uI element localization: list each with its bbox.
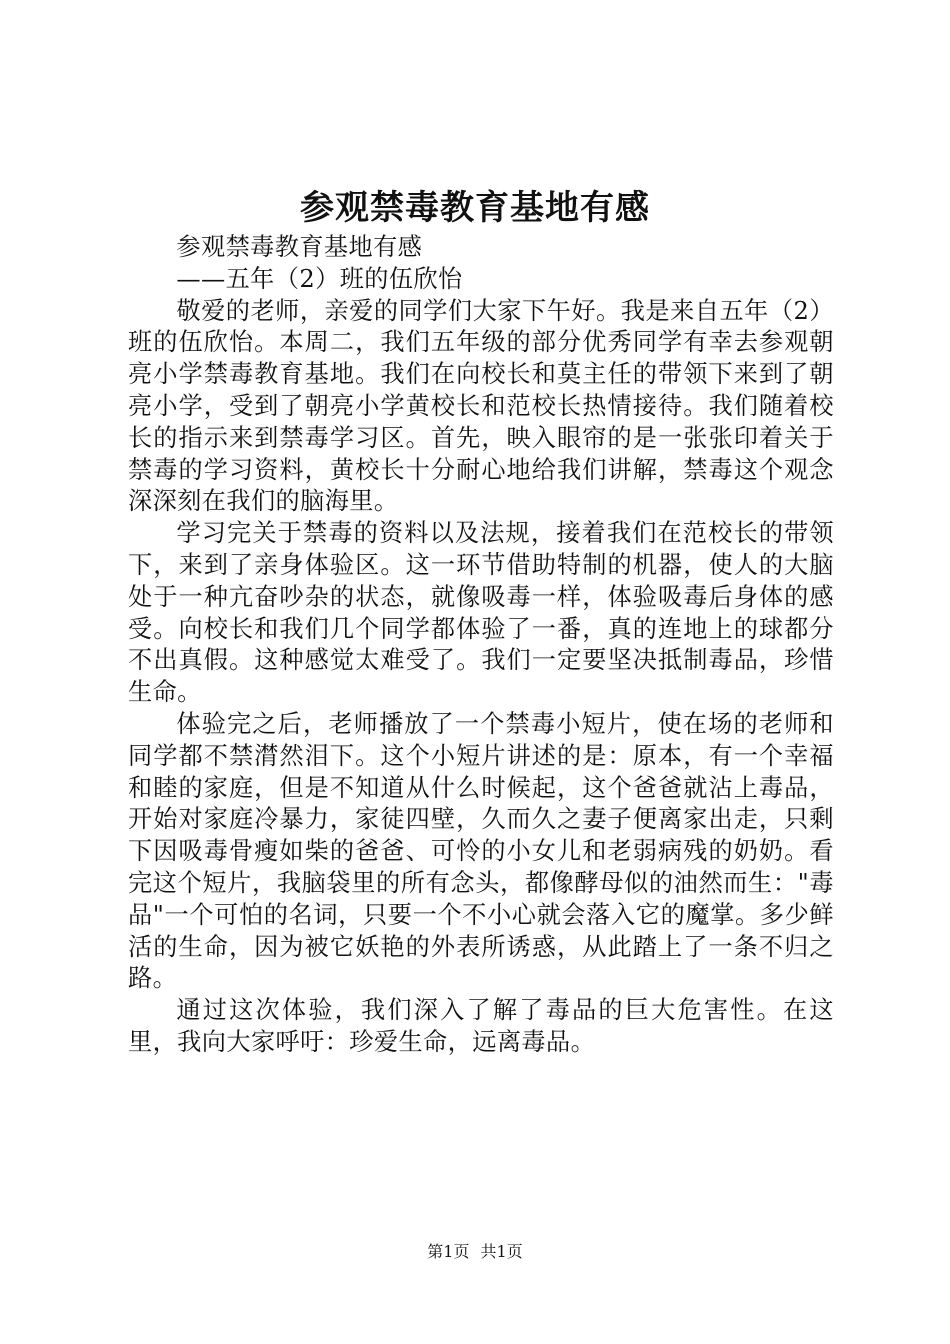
document-title: 参观禁毒教育基地有感	[300, 188, 650, 228]
subtitle-line: 参观禁毒教育基地有感	[176, 233, 423, 261]
document-body	[128, 232, 834, 1059]
author-line: ——五年（2）班的伍欣怡	[176, 264, 463, 293]
paragraph-2: 学习完关于禁毒的资料以及法规，接着我们在范校长的带领下，来到了亲身体验区。这一环节借助特制的机器，使人的大脑处于一种亢奋吵杂的状态，就像吸毒一样，体验吸毒后身体的感受。向校长和我们几个同学都体验了一番，真的连地上的球都分不出真假。这种感觉太难受了。我们一定要坚决抵制毒品，珍惜生命。	[128, 519, 834, 707]
paragraph-1: 敬爱的老师，亲爱的同学们大家下午好。我是来自五年（2）班的伍欣怡。本周二，我们五年级的部分优秀同学有幸去参观朝亮小学禁毒教育基地。我们在向校长和莫主任的带领下来到了朝亮小学，受到了朝亮小学黄校长和范校长热情接待。我们随着校长的指示来到禁毒学习区。首先，映入眼帘的是一张张印着关于禁毒的学习资料，黄校长十分耐心地给我们讲解，禁毒这个观念深深刻在我们的脑海里。	[128, 296, 834, 516]
page-number: 第1页	[427, 1242, 470, 1261]
paragraph-3: 体验完之后，老师播放了一个禁毒小短片，使在场的老师和同学都不禁潸然泪下。这个小短片讲述的是：原本，有一个幸福和睦的家庭，但是不知道从什么时候起，这个爸爸就沾上毒品，开始对家庭冷暴力，家徒四壁，久而久之妻子便离家出走，只剩下因吸毒骨瘦如柴的爸爸、可怜的小女儿和老弱病残的奶奶。看完这个短片，我脑袋里的所有念头，都像酵母似的油然而生："毒品"一个可怕的名词，只要一个不小心就会落入它的魔掌。多少鲜活的生命，因为被它妖艳的外表所诱惑，从此踏上了一条不归之路。	[128, 709, 834, 993]
page-total: 共1页	[480, 1242, 523, 1261]
page-footer	[0, 1241, 950, 1263]
paragraph-4: 通过这次体验，我们深入了解了毒品的巨大危害性。在这里，我向大家呼吁：珍爱生命，远离毒品。	[128, 996, 834, 1056]
